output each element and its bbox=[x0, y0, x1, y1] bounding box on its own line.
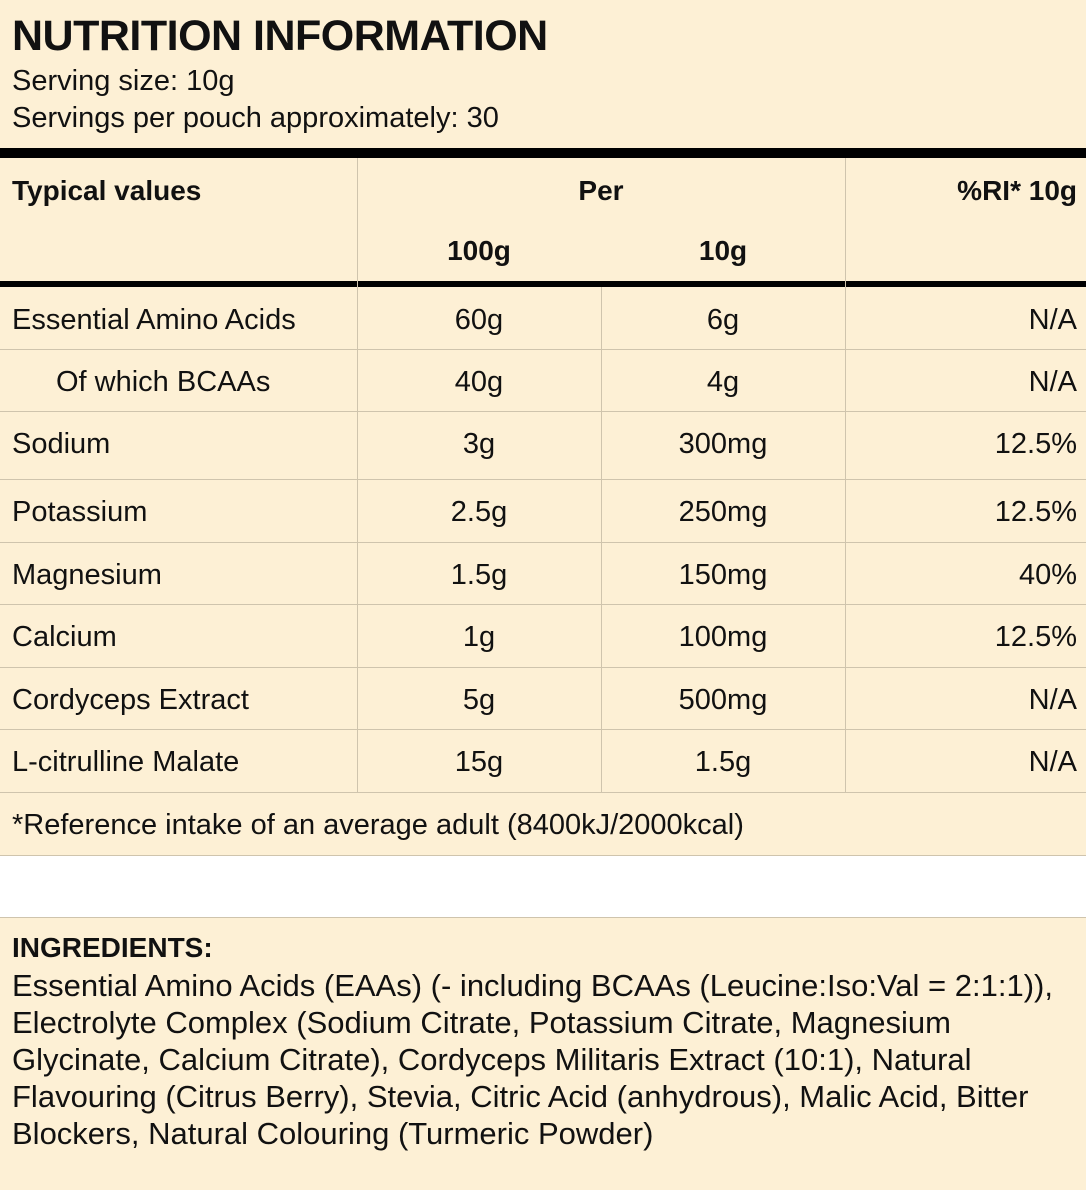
row-divider bbox=[0, 349, 1086, 350]
column-divider bbox=[357, 158, 358, 793]
row-divider bbox=[0, 792, 1086, 793]
row-divider bbox=[0, 855, 1086, 856]
value-ri: N/A bbox=[1028, 366, 1077, 398]
value-ri: 12.5% bbox=[994, 621, 1077, 653]
row-divider bbox=[0, 542, 1086, 543]
value-per-10g: 500mg bbox=[678, 684, 768, 716]
ingredients-title: INGREDIENTS: bbox=[12, 932, 213, 963]
header-per: Per bbox=[578, 175, 624, 206]
row-divider bbox=[0, 729, 1086, 730]
nutrient-name: Magnesium bbox=[12, 559, 162, 591]
ingredients-text: Essential Amino Acids (EAAs) (- including BCAAs (Leucine:Iso:Val = 2:1:1)), Electrolyte Complex (Sodium Citrate, Potassium Citrate, Magnesium Glycinate, Calcium Citrate), Cordyceps Militaris Extract (10:1), Natural Flavouring (Citrus Berry), Stevia, Citric Acid (anhydrous), Malic Acid, Bitter Blockers, Natural Colouring (Turmeric Powder) bbox=[12, 968, 1053, 1151]
value-ri: 40% bbox=[1018, 559, 1077, 591]
nutrient-name: Cordyceps Extract bbox=[12, 684, 249, 716]
row-divider bbox=[0, 479, 1086, 480]
value-per-100g: 1g bbox=[462, 621, 496, 653]
row-divider bbox=[0, 604, 1086, 605]
column-divider bbox=[601, 287, 602, 793]
nutrient-name: Sodium bbox=[12, 428, 111, 460]
footnote: *Reference intake of an average adult (8400kJ/2000kcal) bbox=[12, 809, 744, 841]
value-per-100g: 2.5g bbox=[450, 496, 508, 528]
value-per-10g: 1.5g bbox=[694, 746, 752, 778]
value-ri: N/A bbox=[1028, 684, 1077, 716]
value-ri: 12.5% bbox=[994, 496, 1077, 528]
top-rule bbox=[0, 148, 1086, 158]
value-per-10g: 300mg bbox=[678, 428, 768, 460]
nutrient-name: Potassium bbox=[12, 496, 148, 528]
nutrient-name: L-citrulline Malate bbox=[12, 746, 240, 778]
value-per-10g: 100mg bbox=[678, 621, 768, 653]
ingredients-panel bbox=[0, 917, 1086, 1190]
nutrition-title: NUTRITION INFORMATION bbox=[12, 12, 548, 60]
value-per-10g: 250mg bbox=[678, 496, 768, 528]
value-per-100g: 40g bbox=[454, 366, 504, 398]
value-per-100g: 5g bbox=[462, 684, 496, 716]
row-divider bbox=[0, 667, 1086, 668]
column-divider bbox=[845, 158, 846, 793]
servings-per-pouch: Servings per pouch approximately: 30 bbox=[12, 102, 499, 134]
ingredients-top-border bbox=[0, 917, 1086, 918]
row-divider bbox=[0, 411, 1086, 412]
value-per-10g: 150mg bbox=[678, 559, 768, 591]
value-ri: N/A bbox=[1028, 304, 1077, 336]
value-per-10g: 6g bbox=[706, 304, 740, 336]
header-per-10g: 10g bbox=[698, 235, 748, 266]
nutrient-name: Essential Amino Acids bbox=[12, 304, 296, 336]
header-rule bbox=[0, 281, 1086, 287]
value-per-100g: 15g bbox=[454, 746, 504, 778]
value-per-100g: 3g bbox=[462, 428, 496, 460]
value-per-100g: 1.5g bbox=[450, 559, 508, 591]
value-ri: 12.5% bbox=[994, 428, 1077, 460]
value-per-100g: 60g bbox=[454, 304, 504, 336]
serving-size: Serving size: 10g bbox=[12, 65, 235, 97]
header-ri: %RI* 10g bbox=[957, 175, 1077, 206]
header-typical-values: Typical values bbox=[12, 175, 202, 206]
nutrient-name: Of which BCAAs bbox=[56, 366, 271, 398]
header-per-100g: 100g bbox=[447, 235, 511, 266]
nutrient-name: Calcium bbox=[12, 621, 117, 653]
value-per-10g: 4g bbox=[706, 366, 740, 398]
value-ri: N/A bbox=[1028, 746, 1077, 778]
